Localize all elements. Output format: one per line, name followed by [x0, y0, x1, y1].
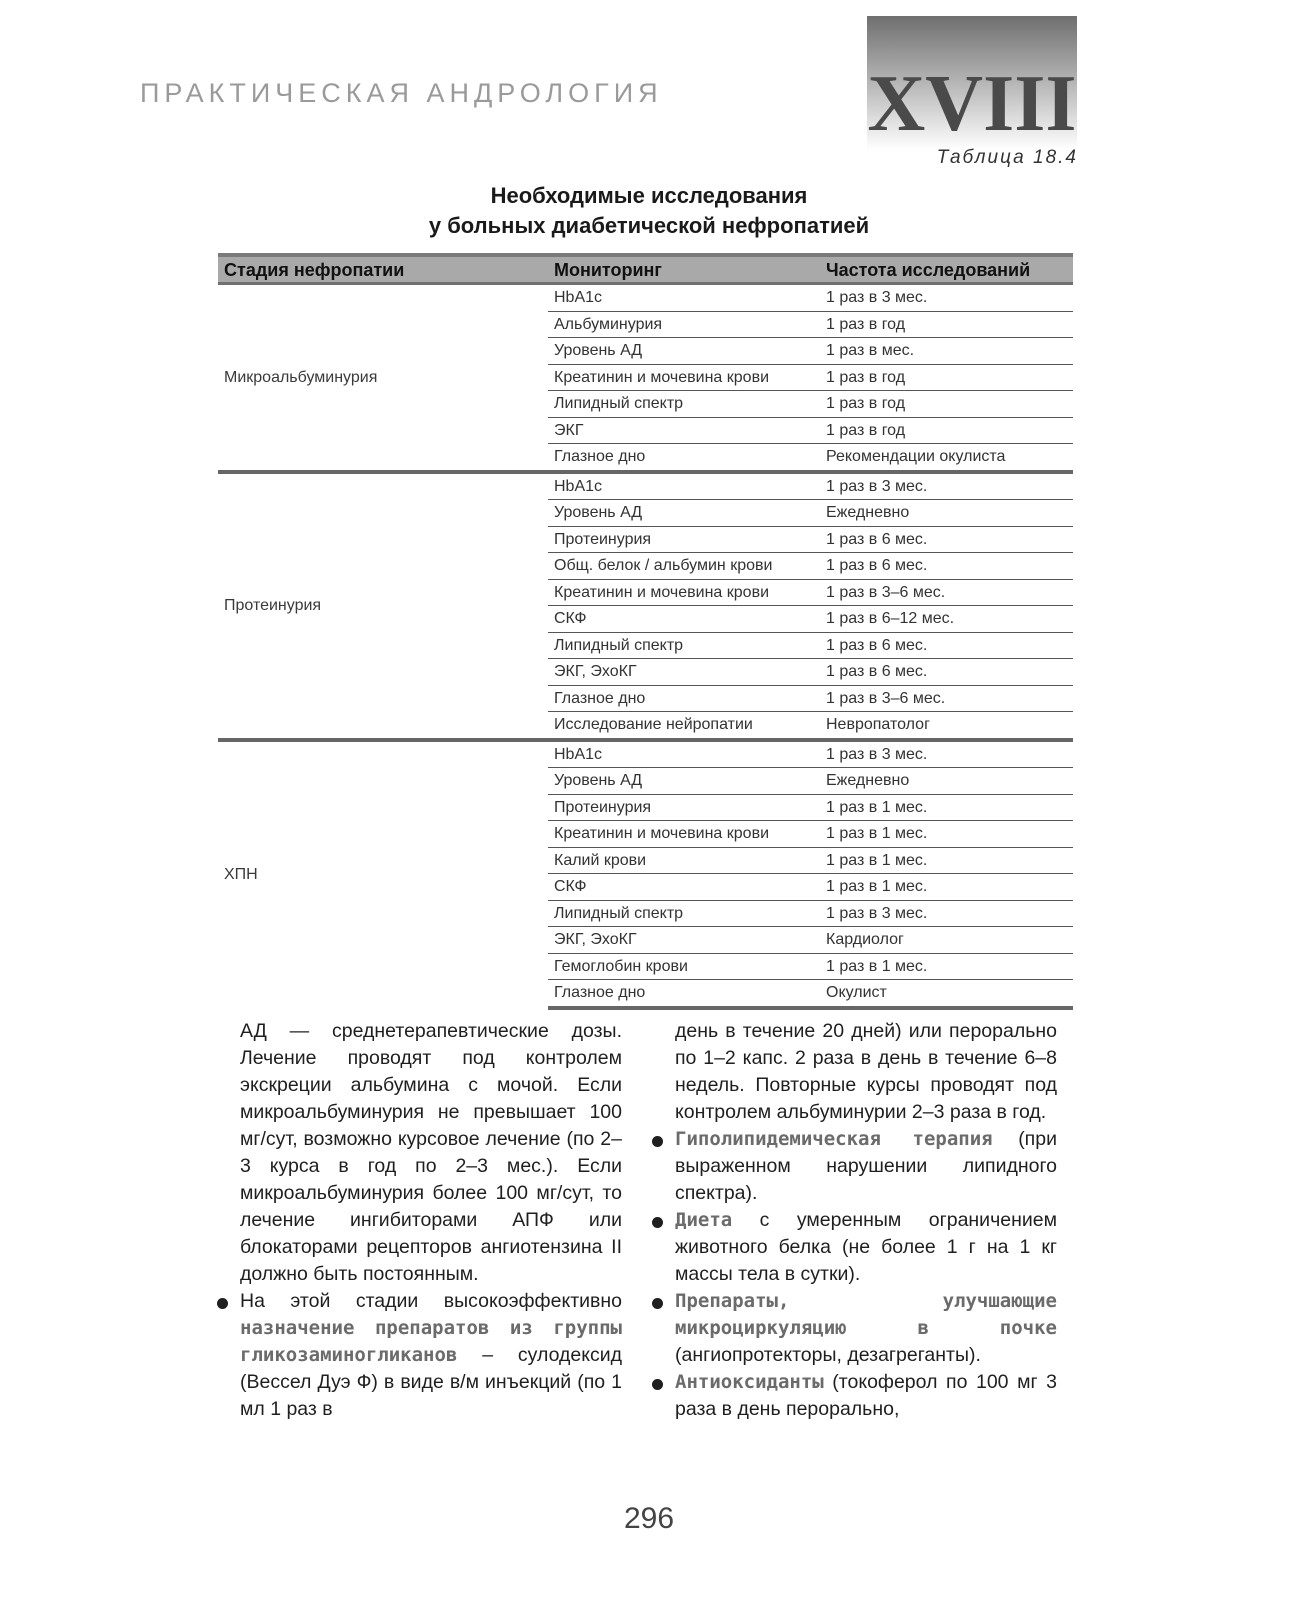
- monitoring-cell: HbA1c: [548, 284, 820, 312]
- emphasized-term: Препараты, улучшающие микроциркуляцию в почке: [675, 1290, 1057, 1339]
- frequency-cell: Ежедневно: [820, 500, 1073, 527]
- text-column-right: [675, 1018, 1057, 1423]
- frequency-cell: 1 раз в 3 мес.: [820, 900, 1073, 927]
- monitoring-cell: Исследование нейропатии: [548, 712, 820, 740]
- monitoring-cell: Липидный спектр: [548, 632, 820, 659]
- monitoring-cell: ЭКГ: [548, 417, 820, 444]
- frequency-cell: 1 раз в год: [820, 417, 1073, 444]
- table-row: [218, 284, 1073, 312]
- frequency-cell: 1 раз в 6–12 мес.: [820, 606, 1073, 633]
- text-run: На этой стадии высокоэффективно: [240, 1290, 622, 1312]
- frequency-cell: 1 раз в мес.: [820, 338, 1073, 365]
- running-title: ПРАКТИЧЕСКАЯ АНДРОЛОГИЯ: [140, 78, 663, 108]
- monitoring-cell: Альбуминурия: [548, 311, 820, 338]
- frequency-cell: 1 раз в 3–6 мес.: [820, 685, 1073, 712]
- monitoring-cell: Уровень АД: [548, 500, 820, 527]
- monitoring-cell: Уровень АД: [548, 338, 820, 365]
- frequency-cell: 1 раз в 1 мес.: [820, 953, 1073, 980]
- table-title-line-2: у больных диабетической нефропатией: [428, 213, 870, 238]
- bullet-item: [675, 1369, 1057, 1423]
- bullet-item: [675, 1207, 1057, 1288]
- paragraph: [675, 1018, 1057, 1126]
- frequency-cell: 1 раз в год: [820, 391, 1073, 418]
- monitoring-cell: СКФ: [548, 874, 820, 901]
- monitoring-table: [218, 253, 1073, 1010]
- table-row: [218, 472, 1073, 500]
- stage-cell: ХПН: [218, 740, 548, 1008]
- frequency-cell: 1 раз в 1 мес.: [820, 794, 1073, 821]
- bullet-item: [675, 1126, 1057, 1207]
- frequency-cell: 1 раз в 1 мес.: [820, 847, 1073, 874]
- frequency-cell: 1 раз в 6 мес.: [820, 526, 1073, 553]
- text-run: (ангиопротекторы, дезагреганты).: [675, 1344, 981, 1366]
- frequency-cell: 1 раз в 6 мес.: [820, 659, 1073, 686]
- stage-cell: Протеинурия: [218, 472, 548, 740]
- text-run: (токоферол по 100 мг 3 раза в день перорально,: [675, 1371, 1057, 1420]
- monitoring-cell: Общ. белок / альбумин крови: [548, 553, 820, 580]
- frequency-cell: 1 раз в 1 мес.: [820, 874, 1073, 901]
- monitoring-cell: ЭКГ, ЭхоКГ: [548, 927, 820, 954]
- frequency-cell: 1 раз в 6 мес.: [820, 553, 1073, 580]
- emphasized-term: назначение препаратов из группы гликозаминогликанов: [240, 1317, 622, 1366]
- paragraph: [240, 1018, 622, 1288]
- frequency-cell: Окулист: [820, 980, 1073, 1008]
- frequency-cell: 1 раз в 3–6 мес.: [820, 579, 1073, 606]
- frequency-cell: Невропатолог: [820, 712, 1073, 740]
- text-run: с умеренным ограничением животного белка (не более 1 г на 1 кг массы тела в сутки).: [675, 1209, 1057, 1285]
- monitoring-cell: HbA1c: [548, 740, 820, 768]
- frequency-cell: 1 раз в 3 мес.: [820, 740, 1073, 768]
- emphasized-term: Антиоксиданты: [675, 1371, 824, 1393]
- monitoring-cell: Липидный спектр: [548, 900, 820, 927]
- frequency-cell: Ежедневно: [820, 768, 1073, 795]
- frequency-cell: 1 раз в 3 мес.: [820, 472, 1073, 500]
- stage-cell: Микроальбуминурия: [224, 368, 378, 386]
- monitoring-cell: Глазное дно: [548, 980, 820, 1008]
- chapter-badge: [867, 16, 1077, 150]
- frequency-cell: 1 раз в 3 мес.: [820, 284, 1073, 312]
- page-number: 296: [623, 1502, 675, 1535]
- bullet-item: [675, 1288, 1057, 1369]
- frequency-cell: Кардиолог: [820, 927, 1073, 954]
- frequency-cell: 1 раз в 6 мес.: [820, 632, 1073, 659]
- bullet-item: [240, 1288, 622, 1423]
- monitoring-cell: Калий крови: [548, 847, 820, 874]
- text-column-left: [240, 1018, 622, 1423]
- table-header-row: [218, 255, 1073, 284]
- text-run: – сулодексид (Вессел Дуэ Ф) в виде в/м инъекций (по 1 мл 1 раз в: [240, 1344, 622, 1420]
- stage-group: [218, 740, 1073, 1008]
- frequency-cell: 1 раз в год: [820, 311, 1073, 338]
- table-title-line-1: Необходимые исследования: [490, 183, 808, 208]
- table-label: Таблица 18.4: [936, 147, 1078, 168]
- column-header-stage: Стадия нефропатии: [218, 255, 548, 284]
- column-header-monitoring: Мониторинг: [548, 255, 820, 284]
- monitoring-cell: Уровень АД: [548, 768, 820, 795]
- monitoring-cell: Креатинин и мочевина крови: [548, 821, 820, 848]
- monitoring-cell: Протеинурия: [548, 794, 820, 821]
- text-run: (при выраженном нарушении липидного спектра).: [675, 1128, 1057, 1204]
- text-run: день в течение 20 дней) или перорально по 1–2 капс. 2 раза в день в течение 6–8 недель. Повторные курсы проводят под контролем альбуминурии 2–3 раза в год.: [675, 1020, 1057, 1123]
- frequency-cell: 1 раз в 1 мес.: [820, 821, 1073, 848]
- chapter-number: XVIII: [867, 60, 1077, 148]
- monitoring-cell: Липидный спектр: [548, 391, 820, 418]
- monitoring-cell: ЭКГ, ЭхоКГ: [548, 659, 820, 686]
- text-run: АД — среднетерапевтические дозы. Лечение проводят под контролем экскреции альбумина с мочой. Если микроальбуминурия не превышает 100 мг/сут, возможно курсовое лечение (по 2–3 курса в год по 2–3 мес.). Если микроальбуминурия более 100 мг/сут, то лечение ингибиторами АПФ или блокаторами рецепторов ангиотензина II должно быть постоянным.: [240, 1020, 622, 1285]
- monitoring-cell: HbA1c: [548, 472, 820, 500]
- monitoring-cell: СКФ: [548, 606, 820, 633]
- emphasized-term: Гиполипидемическая терапия: [675, 1128, 993, 1150]
- monitoring-cell: Креатинин и мочевина крови: [548, 364, 820, 391]
- table-row: [218, 740, 1073, 768]
- monitoring-cell: Глазное дно: [548, 444, 820, 472]
- monitoring-cell: Протеинурия: [548, 526, 820, 553]
- monitoring-cell: Глазное дно: [548, 685, 820, 712]
- monitoring-cell: Гемоглобин крови: [548, 953, 820, 980]
- frequency-cell: Рекомендации окулиста: [820, 444, 1073, 472]
- emphasized-term: Диета: [675, 1209, 733, 1231]
- column-header-frequency: Частота исследований: [820, 255, 1073, 284]
- stage-group: [218, 284, 1073, 472]
- stage-group: [218, 472, 1073, 740]
- frequency-cell: 1 раз в год: [820, 364, 1073, 391]
- monitoring-cell: Креатинин и мочевина крови: [548, 579, 820, 606]
